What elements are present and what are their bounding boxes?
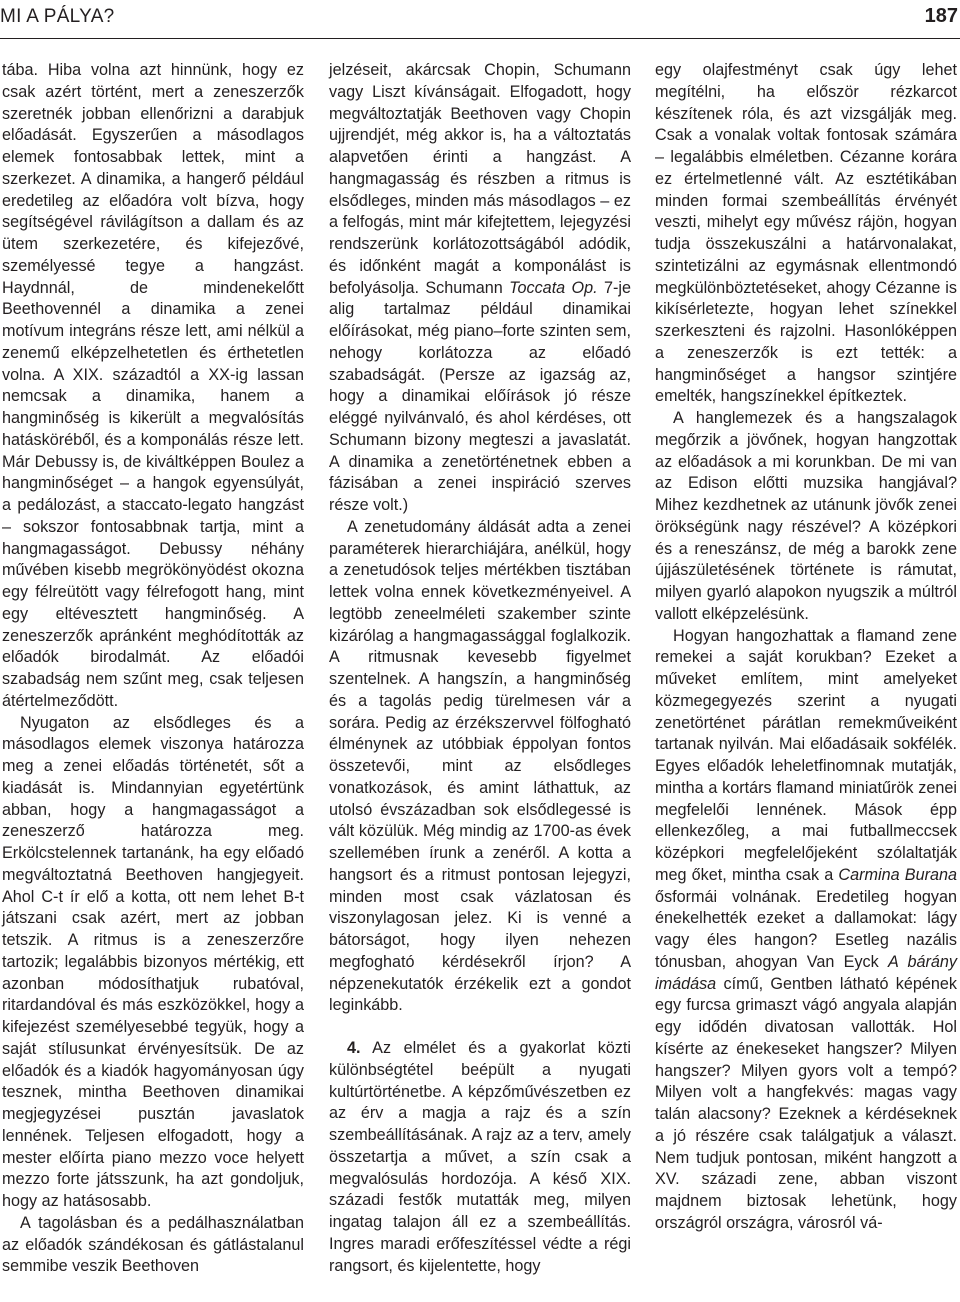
text-run: ősformái volnának. Eredetileg hogyan énekelhették ezeket a dallamokat: lágy vagy éles hangon? Esetleg nazális tónusban, ahogyan Van Eyck	[655, 887, 957, 971]
paragraph	[329, 517, 631, 1017]
text-column-1	[2, 60, 304, 1278]
paragraph	[655, 408, 957, 626]
text-run: A hanglemezek és a hangszalagok megőrzik a jövőnek, hogyan hangzottak az előadások a mi korunkban. De mi van az Edison előtti muzsika hangjával? Mihez kezdhetnek az utánunk jövők zenei örökségünk nagy részével? A középkori és a reneszánsz, de még a barokk zene újjászületésének története is rámutat, milyen gyarló alapokon nyugszik a múltról vallott elképzelésünk.	[655, 409, 957, 623]
paragraph	[655, 60, 957, 408]
text-run: egy olajfestményt csak úgy lehet megítélni, ha először rézkarcot készítenek róla, és azt vizsgálják meg. Csak a vonalak voltak fontosak számára – legalábbis elméletben. Cézanne korára ez értelmetlenné vált. Az esztétikában minden formai szembeállítás érvényét veszti, mihelyt egy művész rájön, hogyan tudja összekuszálni a határvonalakat, szintetizálni az egymásnak ellentmondó megkülönböztetéseket, ahogy Cézanne is kikísérletezte, hogyan lehet színekkel szerkeszteni és rajzolni. Hasonlóképpen a zeneszerzők is ezt tették: a hangminőséget a hangsor szintjére emelték, hangszínekkel építkeztek.	[655, 61, 957, 406]
page-number: 187	[924, 5, 958, 27]
section-title: MI A PÁLYA?	[0, 6, 115, 27]
text-run: A zenetudomány áldását adta a zenei paraméterek hierarchiájára, anélkül, hogy a zenetudósok teljes mértékben tisztában lettek volna ennek következményeivel. A legtöbb zeneelméleti szakember szinte kizárólag a hangmagassággal foglalkozik. A ritmusnak kevesebb figyelmet szentelnek. A hangszín, a hangminőség és a tagolás pedig türelmesen vár a sorára. Pedig az érzékszervvel fölfogható élménynek az utóbbiak éppolyan fontos összetevői, mint az elsődleges vonatkozások, és amint láthattuk, az utolsó évszázadban sok elsődlegessé is vált közülük. Még mindig az 1700-as évek szellemében írunk a zenéről. A kotta a hangsort és a ritmust pontosan lejegyzi, minden most csak vázlatosan és viszonylagosan jelez. Ki is venné a bátorságot, hogy ilyen nehezen megfogható kérdésekről írjon? A népzenekutatók érzékelik ezt a gondot leginkább.	[329, 517, 631, 1015]
work-title: Toccata Op.	[509, 278, 598, 297]
paragraph: tába. Hiba volna azt hinnünk, hogy ez csak azért történt, mert a zeneszerzők szeretnék jobban ellenőrizni a darabjuk előadását. Egyszerűen a másodlagos elemek fontosabbak lettek, mint a szerkezet. A dinamika, a hangerő például eredetileg az előadóra volt bízva, hogy segítségével rávilágítson a dallam és az ütem szerkezetére, és kifejezővé, személyessé tegye a hangzást. Haydnnál, de mindenekelőtt Beethovennél a dinamika a zenei motívum integráns része lett, ami nélkül a zenemű elképzelhetetlen és érthetetlen volna. A XIX. századtól a XX-ig lassan nemcsak a dinamika, hanem a hangminőség is kikerült a megvalósítás hatásköréből, és a komponálás része lett. Már Debussy is, de kiváltképpen Boulez a hangminőséget – a hangok egyensúlyát, a pedálozást, a staccato-legato hangzást – sokszor fontosabbnak tartja, mint a hangmagasságot. Debussy néhány művében kisebb megrökönyödést okozna egy félreütött vagy félrefogott hang, mint egy eltévesztett hangminőség. A zeneszerzők apránként meghódították az előadók birodalmát. Az előadói szabadság nem szűnt meg, csak teljesen átértelmeződött.	[2, 61, 304, 710]
work-title: Carmina Burana	[838, 865, 957, 884]
header-rule	[0, 38, 960, 39]
text-run: című, Gentben látható képének egy furcsa grimaszt vágó angyala alapján egy idődén divatosan vallották. Hol kísérte az énekeseket hangszer? Milyen hangszer? Milyen gyors volt a tempó? Milyen volt a hangfekvés: magas vagy talán alacsony? Ezeknek a kérdéseknek a jó részére csak találgatjuk a választ. Nem tudjuk pontosan, miként hangzott a XV. századi zene, abban viszont majdnem biztosak lehetünk, hogy országról országra, városról vá-	[655, 974, 957, 1232]
section-number: 4.	[347, 1039, 361, 1057]
work-title: A bárány imádása	[655, 952, 957, 993]
paragraph	[329, 60, 631, 517]
text-column-3	[655, 60, 957, 1235]
text-run: 7-je alig tartalmaz például dinamikai előírásokat, még piano–forte szinten sem, nehogy korlátozza az előadó szabadságát. (Persze az igazság az, hogy a dinamikai előírások jó része eléggé nyilvánvaló, és ahol kérdéses, ott Schumann bizony megteszi a javaslatát. A dinamika a zenetörténetnek ebben a fázisában a zenei inspiráció szerves része volt.)	[329, 278, 631, 514]
paragraph: Nyugaton az elsődleges és a másodlagos elemek viszonya határozza meg a zenei előadás történetét, sőt a kiadását is. Mindannyian egyetértünk abban, hogy a hangmagasságot a zeneszerző határozza meg. Erkölcstelennek tartanánk, ha egy előadó megváltoztatná Beethoven hangjegyeit. Ahol C-t ír elő a kotta, ott nem lehet B-t játszani csak azért, mert az jobban tetszik. A ritmus is a zeneszerzőre tartozik; legalábbis bizonyos mértékig, ett azonban módosíthatjuk rubatóval, ritardandóval és más eszközökkel, hogy a kifejezést személyesebbé tegyük, hogy a saját stílusunkat érvényesítsük. De az előadók és a kiadók hagyományosan úgy tesznek, mintha Beethoven dinamikai megjegyzései pusztán javaslatok lennének. Teljesen elfogadott, hogy a mester előírta piano mezzo voce helyett mezzo forte játsszunk, ha azt gondoljuk, hogy az hatásosabb.	[2, 713, 304, 1210]
text-run: jelzéseit, akárcsak Chopin, Schumann vagy Liszt kívánságait. Elfogadott, hogy megváltoztatják Beethoven vagy Chopin ujjrendjét, még akkor is, ha a változtatás alapvetően érinti a hangzást. A hangmagasság és részben a ritmus is elsődleges, minden más másodlagos – ez a felfogás, mint már kifejtettem, lejegyzési rendszerünk korlátozottságából adódik, és időnként magát a komponálást is befolyásolja. Schumann	[329, 61, 631, 297]
paragraph: A tagolásban és a pedálhasználatban az előadók szándékosan és gátlástalanul semmibe veszik Beethoven	[2, 1213, 304, 1276]
paragraph	[655, 626, 957, 1235]
text-run: Az elmélet és a gyakorlat közti különbségtétel beépült a nyugati kultúrtörténetbe. A képzőművészetben ez az érv a magja a rajz és a szín szembeállításának. A rajz az a terv, amely összetartja a művet, a szín csak a megvalósulás hordozója. A késő XIX. századi festők mutatták meg, milyen ingatag talajon áll ez a szembeállítás. Ingres maradi erőfeszítéssel védte a régi rangsort, és kijelentette, hogy	[329, 1039, 631, 1275]
text-column-2	[329, 60, 631, 1277]
text-run: Hogyan hangozhattak a flamand zene remekei a saját korukban? Ezeket a műveket említem, mint amelyeket közmegegyezés szerint a nyugati zenetörténet párátlan remekműveiként tartanak nyilván. Mai előadásaik sokfélék. Egyes előadók leheletfinomnak mutatják, mintha a kortárs flamand miniatűrök zenei megfelelői lennének. Mások épp ellenkezőleg, a mai futballmeccsek középkori megfelelőjeként szólaltatják meg őket, mintha csak a	[655, 626, 957, 884]
page-header	[0, 0, 960, 36]
numbered-paragraph	[329, 1038, 631, 1277]
